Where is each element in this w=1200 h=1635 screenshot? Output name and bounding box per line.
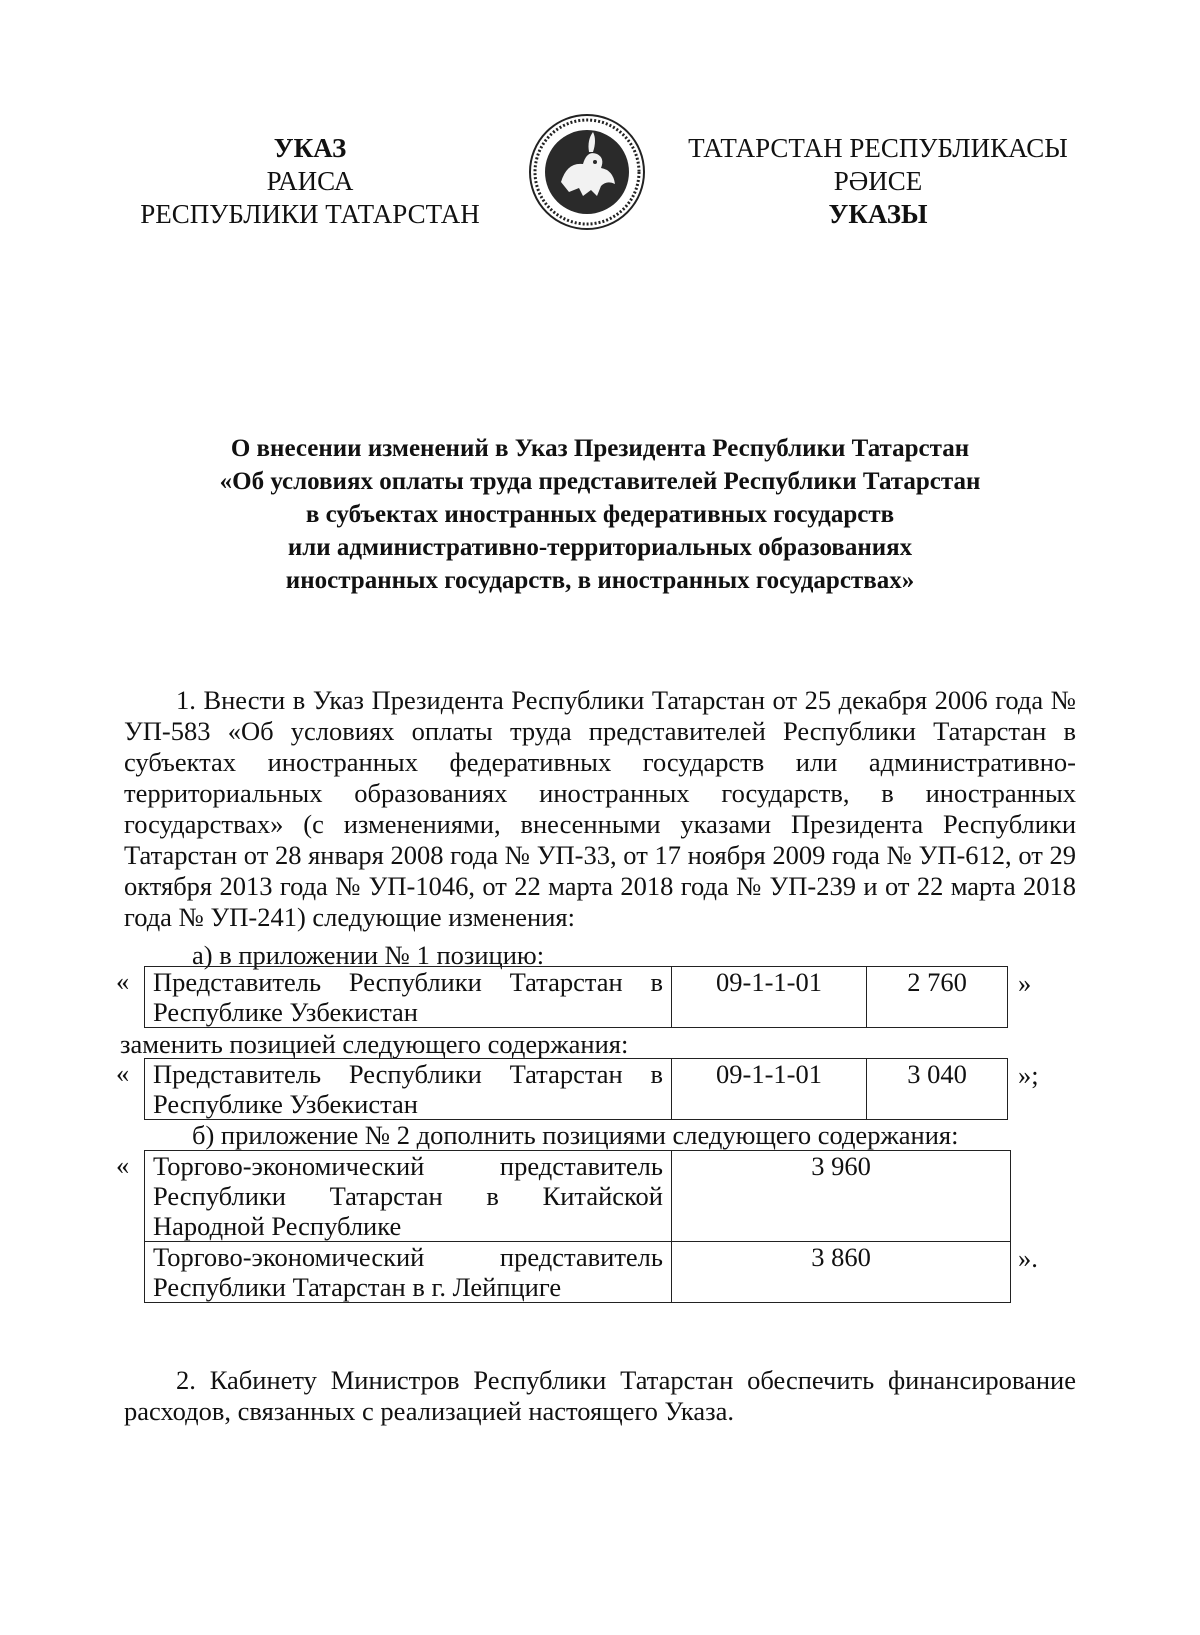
position-code: 09-1-1-01 — [672, 967, 867, 1028]
position-name: Торгово-экономический представитель Республики Татарстан в Китайской Народной Республике — [145, 1151, 672, 1242]
header-right-line-2: РӘИСЕ — [833, 166, 923, 196]
table-row — [145, 1059, 1008, 1120]
title-line-4: или административно-территориальных образованиях — [287, 534, 913, 561]
position-name: Представитель Республики Татарстан в Республике Узбекистан — [145, 1059, 672, 1120]
paragraph-2: 2. Кабинету Министров Республики Татарстан обеспечить финансирование расходов, связанных с реализацией настоящего Указа. — [124, 1365, 1076, 1426]
replace-text: заменить позицией следующего содержания: — [120, 1029, 629, 1059]
open-quote-2: « — [116, 1058, 130, 1088]
table-additions — [144, 1150, 1011, 1303]
open-quote-3: « — [116, 1150, 130, 1180]
title-line-1: О внесении изменений в Указ Президента Республики Татарстан — [230, 435, 970, 462]
header-right — [668, 132, 1088, 231]
item-a: а) в приложении № 1 позицию: — [192, 940, 545, 970]
position-value: 3 040 — [867, 1059, 1008, 1120]
item-b: б) приложение № 2 дополнить позициями следующего содержания: — [192, 1120, 959, 1150]
close-quote-3: ». — [1018, 1243, 1038, 1273]
header-left-line-1: УКАЗ — [273, 133, 347, 163]
table-row — [145, 1151, 1011, 1242]
close-quote-1: » — [1018, 968, 1032, 998]
header-left-line-3: РЕСПУБЛИКИ ТАТАРСТАН — [140, 199, 480, 229]
header-right-line-1: ТАТАРСТАН РЕСПУБЛИКАСЫ — [688, 133, 1068, 163]
table-old-position — [144, 966, 1008, 1028]
header-left — [100, 132, 520, 231]
table-row — [145, 967, 1008, 1028]
open-quote-1: « — [116, 966, 130, 996]
paragraph-1: 1. Внести в Указ Президента Республики Татарстан от 25 декабря 2006 года № УП-583 «Об условиях оплаты труда представителей Республики Татарстан в субъектах иностранных федеративных государств или административно-территориальных образованиях иностранных государств, в иностранных государствах» (с изменениями, внесенными указами Президента Республики Татарстан от 28 января 2008 года № УП-33, от 17 ноября 2009 года № УП-612, от 29 октября 2013 года № УП-1046, от 22 марта 2018 года № УП-239 и от 22 марта 2018 года № УП-241) следующие изменения: — [124, 685, 1076, 932]
table-new-position — [144, 1058, 1008, 1120]
position-value: 3 860 — [672, 1242, 1011, 1303]
title-line-5: иностранных государств, в иностранных государствах» — [285, 567, 915, 594]
position-name: Торгово-экономический представитель Республики Татарстан в г. Лейпциге — [145, 1242, 672, 1303]
position-value: 2 760 — [867, 967, 1008, 1028]
title-line-3: в субъектах иностранных федеративных государств — [305, 501, 895, 528]
close-quote-2: »; — [1018, 1060, 1039, 1090]
position-value: 3 960 — [672, 1151, 1011, 1242]
header-right-line-3: УКАЗЫ — [828, 199, 928, 229]
position-name: Представитель Республики Татарстан в Республике Узбекистан — [145, 967, 672, 1028]
decree-title — [100, 432, 1100, 597]
title-line-2: «Об условиях оплаты труда представителей Республики Татарстан — [219, 468, 981, 495]
position-code: 09-1-1-01 — [672, 1059, 867, 1120]
header-left-line-2: РАИСА — [266, 166, 354, 196]
coat-of-arms-emblem — [527, 112, 647, 232]
table-row — [145, 1242, 1011, 1303]
